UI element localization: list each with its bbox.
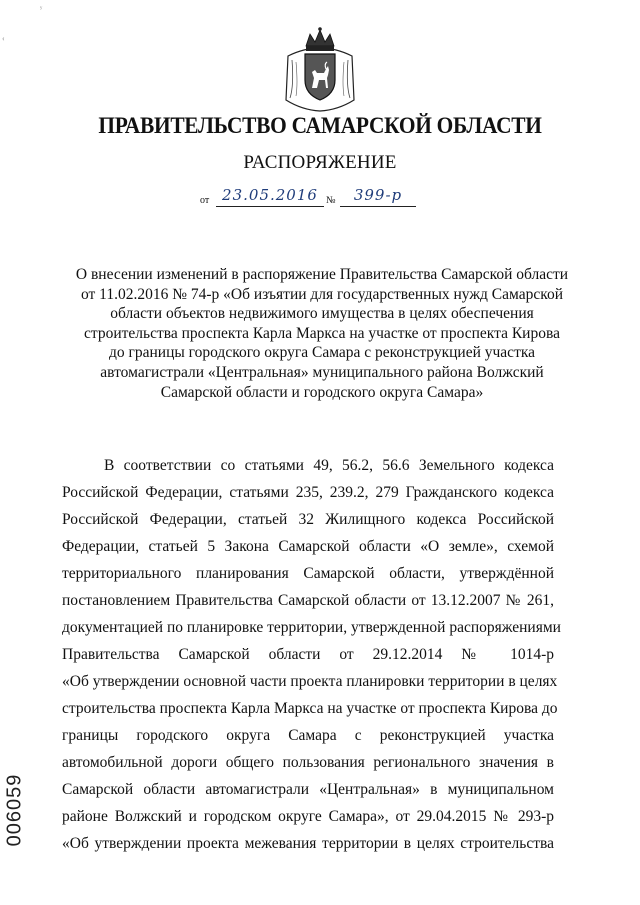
body-line: «Об утверждении основной части проекта планировки территории в целях: [62, 673, 558, 690]
number-sign: №: [326, 195, 336, 206]
body-line: автомобильной дороги общего пользования регионального значения в: [62, 754, 554, 771]
government-title: ПРАВИТЕЛЬСТВО САМАРСКОЙ ОБЛАСТИ: [98, 113, 542, 138]
date-number-line: [200, 186, 460, 212]
date-prefix: от: [200, 195, 210, 206]
subject-line: автомагистрали «Центральная» муниципального района Волжский: [100, 363, 544, 381]
body-paragraph: [62, 452, 561, 857]
document-type: РАСПОРЯЖЕНИЕ: [243, 152, 397, 173]
body-line: постановлением Правительства Самарской области от 13.12.2007 № 261,: [62, 592, 554, 609]
body-line: Самарской области автомагистрали «Центральная» в муниципальном: [62, 781, 554, 798]
body-line: Российской Федерации, статьей 32 Жилищного кодекса Российской: [62, 511, 554, 528]
subject-line: области объектов недвижимого имущества в целях обеспечения: [110, 305, 534, 323]
body-line: районе Волжский и городском округе Самара», от 29.04.2015 № 293-р: [62, 808, 554, 825]
coat-of-arms-icon: [284, 26, 356, 112]
subject-line: до границы городского округа Самара с реконструкцией участка: [108, 344, 536, 362]
body-line: Российской Федерации, статьями 235, 239.2, 279 Гражданского кодекса: [62, 484, 554, 501]
body-line: границы городского округа Самара с реконструкцией участка: [62, 727, 554, 744]
subject-line: строительства проспекта Карла Маркса на участке от проспекта Кирова: [84, 324, 560, 342]
body-line: Правительства Самарской области от 29.12.2014 № 1014-р: [62, 646, 554, 663]
subject-line: О внесении изменений в распоряжение Правительства Самарской области: [75, 266, 569, 283]
body-line: Федерации, статьей 5 Закона Самарской области «О земле», схемой: [62, 538, 554, 555]
body-line: территориального планирования Самарской области, утверждённой: [62, 565, 554, 582]
subject-line: от 11.02.2016 № 74-р «Об изъятии для государственных нужд Самарской: [80, 285, 564, 303]
body-line: В соответствии со статьями 49, 56.2, 56.6 Земельного кодекса: [104, 457, 554, 474]
body-line: «Об утверждении проекта межевания территории в целях строительства: [62, 835, 554, 852]
subject-line: Самарской области и городского округа Самара»: [160, 383, 484, 401]
date-value: 23.05.2016: [216, 186, 324, 207]
document-number: 399-р: [340, 186, 416, 207]
registration-number-text: 006059: [3, 773, 26, 847]
body-line: документацией по планировке территории, утвержденной распоряжениями: [62, 619, 561, 636]
registration-number: [0, 770, 30, 850]
body-line: строительства проспекта Карла Маркса на участке от проспекта Кирова до: [62, 700, 558, 717]
subject-title: [62, 265, 582, 402]
scan-mark: ʸ: [40, 4, 43, 13]
scan-edge-mark: ‹: [2, 34, 5, 43]
